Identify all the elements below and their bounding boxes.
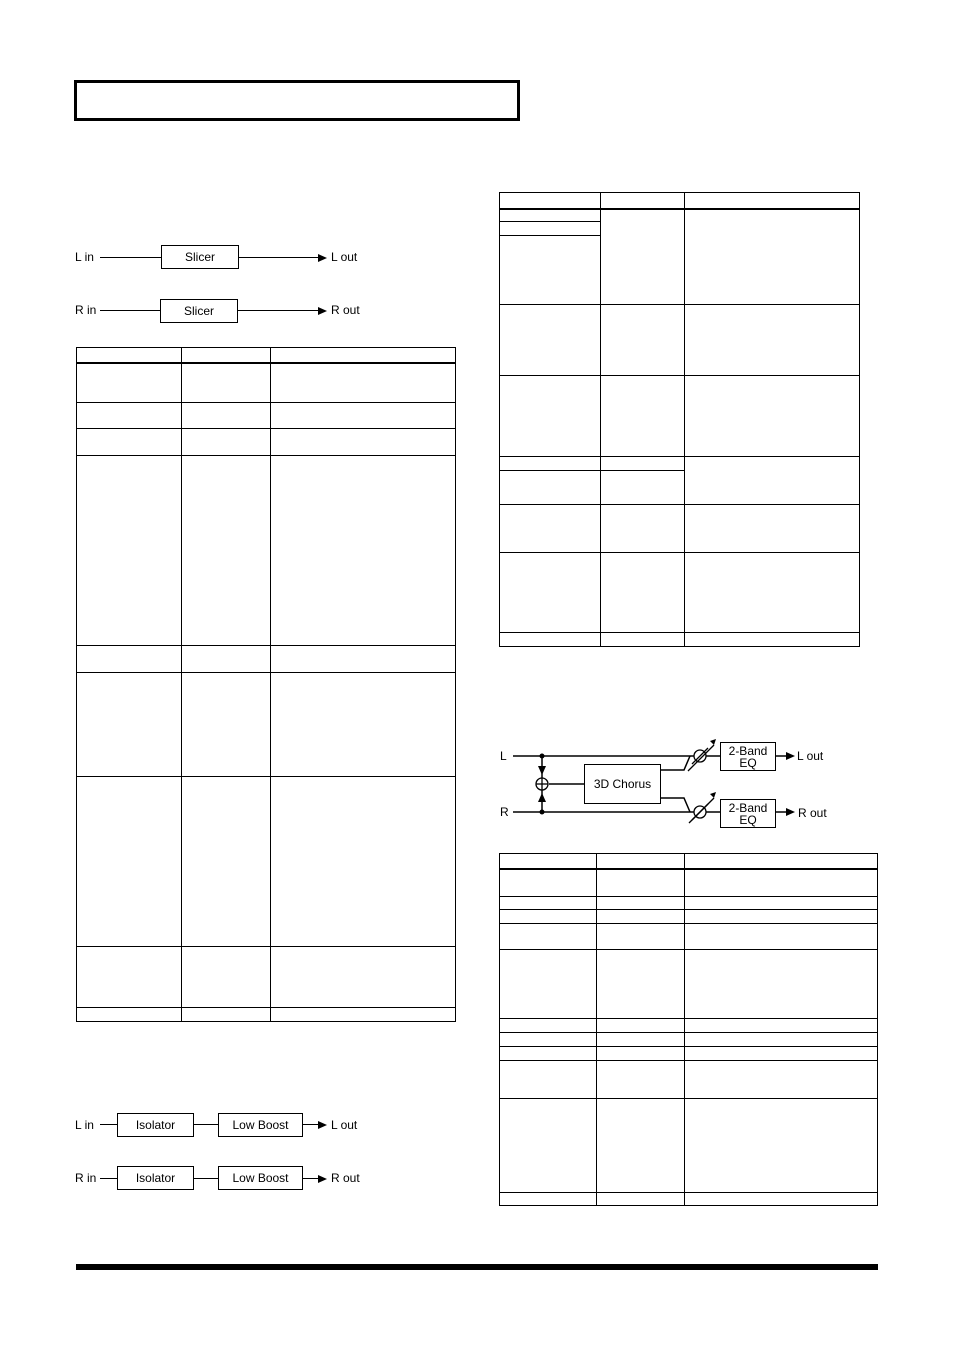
table-row (500, 924, 878, 950)
eq-left-block (720, 742, 776, 771)
lowboost-right-block-label: Low Boost (232, 1171, 289, 1185)
isolator-left-in-label: L in (75, 1118, 94, 1132)
chorus-left-in-label: L (500, 749, 507, 763)
isolator-left-out-label: L out (331, 1118, 358, 1132)
table-row (500, 1033, 878, 1047)
table-header-row (500, 854, 878, 869)
table-row (500, 1019, 878, 1033)
isolator-right-in-label: R in (75, 1171, 97, 1185)
isolator-right-block-label: Isolator (135, 1171, 176, 1185)
table-row (500, 1192, 878, 1205)
slicer-left-out-label: L out (331, 250, 358, 264)
table-row (500, 950, 878, 1019)
chorus-block-label: 3D Chorus (593, 777, 652, 791)
table-row (500, 869, 878, 897)
isolator-left-block-label: Isolator (135, 1118, 176, 1132)
eq-right-block (720, 799, 776, 828)
slicer-left-in-label: L in (75, 250, 94, 264)
chorus-right-out-label: R out (798, 806, 827, 820)
table-row (500, 897, 878, 910)
table-row (500, 1098, 878, 1192)
eq-right-line1: 2-Band (728, 800, 768, 815)
chorus-right-in-label: R (500, 805, 509, 819)
table-row (500, 1060, 878, 1098)
eq-left-line2: EQ (739, 755, 757, 770)
slicer-right-block-label: Slicer (183, 304, 214, 318)
slicer-right-in-label: R in (75, 303, 97, 317)
slicer-right-out-label: R out (331, 303, 360, 317)
table-row (500, 910, 878, 924)
lowboost-left-block-label: Low Boost (232, 1118, 289, 1132)
eq-right-line2: EQ (739, 812, 757, 827)
mix-circle-icon (536, 778, 548, 790)
table-row (500, 1047, 878, 1060)
chorus-parameter-table (499, 853, 878, 1206)
chorus-left-out-label: L out (797, 749, 824, 763)
slicer-left-block-label: Slicer (184, 250, 215, 264)
eq-left-line1: 2-Band (728, 743, 768, 758)
chorus-block (584, 764, 661, 804)
isolator-right-out-label: R out (331, 1171, 360, 1185)
